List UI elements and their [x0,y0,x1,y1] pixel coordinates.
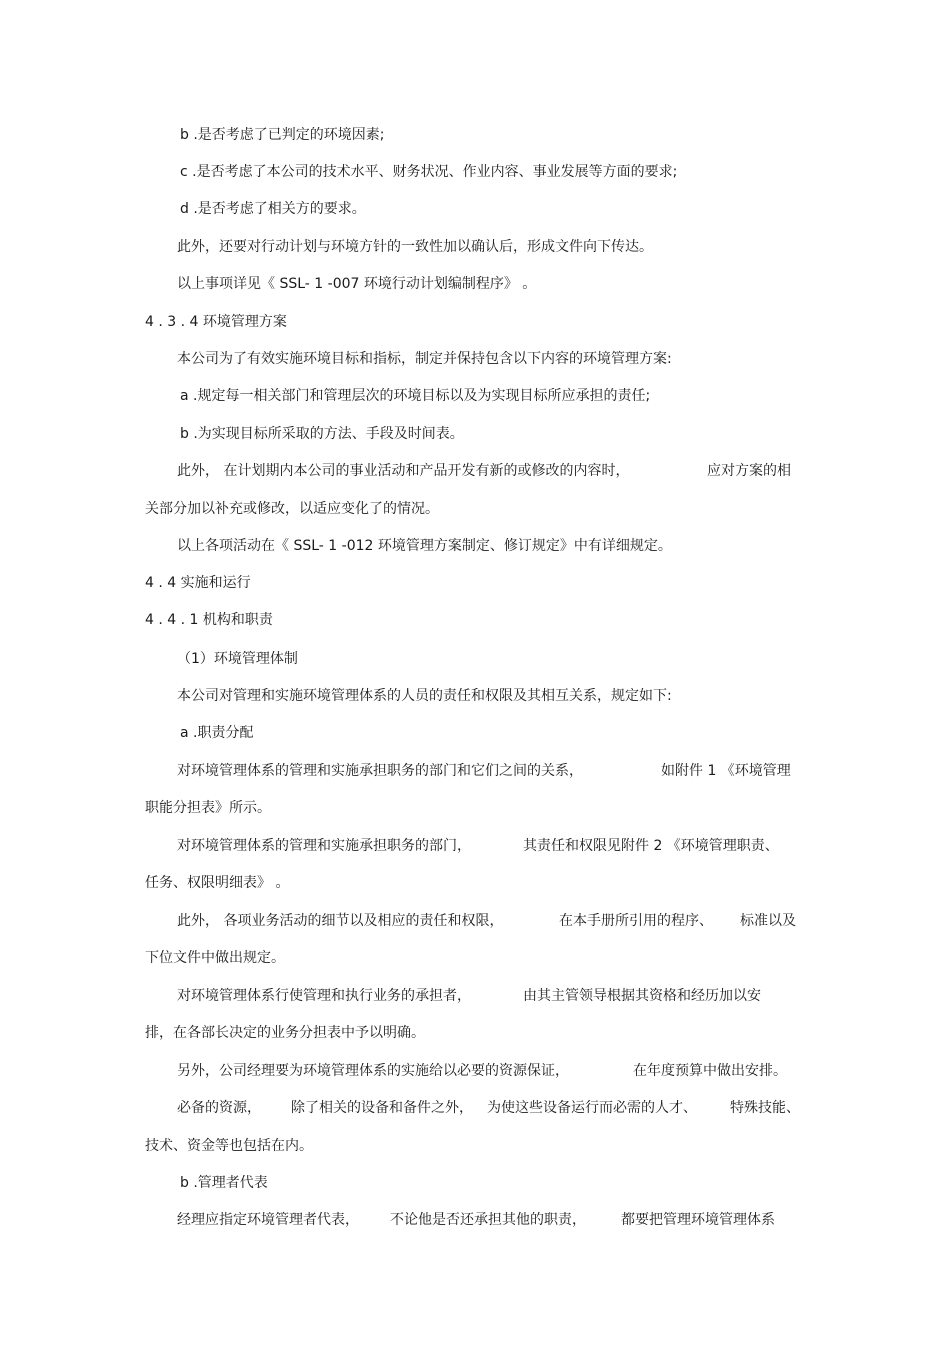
text-segment: 对环境管理体系的管理和实施承担职务的部门和它们之间的关系， [177,763,583,779]
item-c-company-requirements: c .是否考虑了本公司的技术水平、财务状况、作业内容、事业发展等方面的要求; [180,164,678,180]
text-segment: 如附件 1 《环境管理 [661,763,791,779]
text-segment: 应对方案的相 [707,463,791,479]
text-segment: 此外， 在计划期内本公司的事业活动和产品开发有新的或修改的内容时， [177,463,630,479]
paragraph-program-revision-line2: 关部分加以补充或修改，以适应变化了的情况。 [145,501,439,517]
item-b-methods-schedule: b .为实现目标所采取的方法、手段及时间表。 [180,426,464,442]
paragraph-responsibility-intro: 本公司对管理和实施环境管理体系的人员的责任和权限及其相互关系，规定如下: [177,688,672,704]
item-a-duty-allocation: a .职责分配 [180,725,254,741]
paragraph-necessary-resources-line2: 技术、资金等也包括在内。 [145,1138,313,1154]
text-segment: 除了相关的设备和备件之外， [291,1100,473,1116]
item-d-interested-parties: d .是否考虑了相关方的要求。 [180,201,366,217]
section-heading-4-4-1: 4 . 4 . 1 机构和职责 [145,612,273,628]
text-segment: 为使这些设备运行而必需的人才、 [487,1100,697,1116]
subheading-management-system: （1）环境管理体制 [177,651,298,667]
text-segment: 必备的资源， [177,1100,261,1116]
text-segment: 标准以及 [740,913,796,929]
section-heading-4-4: 4 . 4 实施和运行 [145,575,251,591]
text-segment: 对环境管理体系行使管理和执行业务的承担者， [177,988,471,1004]
item-b-management-representative: b .管理者代表 [180,1175,268,1191]
paragraph-authority-line2: 任务、权限明细表》 。 [145,875,290,891]
item-b-identified-aspects: b .是否考虑了已判定的环境因素; [180,127,385,143]
paragraph-management-program-intro: 本公司为了有效实施环境目标和指标，制定并保持包含以下内容的环境管理方案: [177,351,672,367]
text-segment: 由其主管领导根据其资格和经历加以安 [523,988,761,1004]
paragraph-duty-relation-line2: 职能分担表》所示。 [145,800,271,816]
paragraph-details-line2: 下位文件中做出规定。 [145,950,285,966]
paragraph-reference-ssl-012: 以上各项活动在《 SSL- 1 -012 环境管理方案制定、修订规定》中有详细规定。 [177,538,672,554]
paragraph-reference-ssl-007: 以上事项详见《 SSL- 1 -007 环境行动计划编制程序》 。 [177,276,537,292]
text-segment: 另外，公司经理要为环境管理体系的实施给以必要的资源保证， [177,1063,569,1079]
text-segment: 其责任和权限见附件 2 《环境管理职责、 [523,838,779,854]
text-segment: 对环境管理体系的管理和实施承担职务的部门， [177,838,471,854]
text-segment: 经理应指定环境管理者代表， [177,1212,359,1228]
item-a-responsibilities: a .规定每一相关部门和管理层次的环境目标以及为实现目标所应承担的责任; [180,388,651,404]
section-heading-4-3-4: 4 . 3 . 4 环境管理方案 [145,314,287,330]
text-segment: 特殊技能、 [730,1100,800,1116]
text-segment: 在年度预算中做出安排。 [633,1063,787,1079]
paragraph-consistency-check: 此外，还要对行动计划与环境方针的一致性加以确认后，形成文件向下传达。 [177,239,653,255]
text-segment: 此外， 各项业务活动的细节以及相应的责任和权限， [177,913,504,929]
paragraph-assignee-line2: 排，在各部长决定的业务分担表中予以明确。 [145,1025,425,1041]
text-segment: 都要把管理环境管理体系 [621,1212,775,1228]
text-segment: 在本手册所引用的程序、 [559,913,713,929]
text-segment: 不论他是否还承担其他的职责， [390,1212,586,1228]
